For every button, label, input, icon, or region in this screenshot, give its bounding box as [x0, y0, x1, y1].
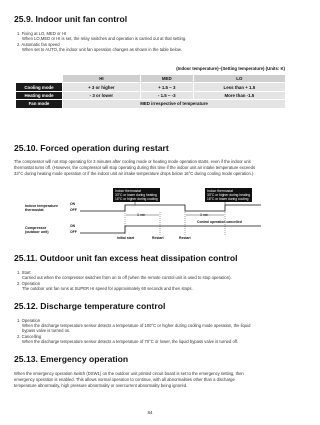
fan-control-item-2-desc: When set to AUTO, the indoor unit fan operation changes as shown in the table below.: [22, 47, 182, 52]
section-title-heat-dissipation: 25.11. Outdoor unit fan excess heat dissipation control: [14, 253, 238, 263]
heat-dissipation-item-2: 2. Operation: [17, 281, 41, 286]
emergency-text-1: When the emergency operation switch (DSW1) on the outdoor unit printed circuit board is set to the emergency setting, then: [14, 371, 244, 376]
table-row: [16, 100, 286, 108]
callout-text: 16°C or lower during cooling: [207, 197, 249, 201]
compressor-on-label: ON: [70, 224, 76, 228]
emergency-text-3: temperature abnormality, high pressure abnormality or overcurrent abnormality being ignored.: [14, 383, 188, 388]
callout-text: 33°C or higher during heating: [207, 193, 251, 197]
section-title-discharge-temp: 25.12. Discharge temperature control: [14, 301, 166, 311]
column-header-med: MED: [140, 75, 193, 83]
label-text: (outdoor unit): [25, 230, 49, 235]
row-header-heating: Heating mode: [16, 91, 63, 99]
row-header-cooling: Cooling mode: [16, 83, 63, 91]
page-number: 84: [147, 410, 153, 415]
heat-dissipation-item-1: 1. Start: [17, 270, 31, 275]
callout-text: 33°C or lower during heating: [115, 193, 157, 197]
table-cell: More than -1.5: [193, 91, 285, 99]
thermostat-waveform: [80, 205, 261, 211]
interval-label-2: 3 min: [200, 212, 209, 217]
table-caption: (Indoor temperature)−(Setting temperature) (Units: K): [176, 66, 285, 71]
callout-text: 16°C or higher during cooling: [115, 197, 158, 201]
restart-label-1: Restart: [152, 236, 164, 240]
fan-control-item-1-desc: When LO,MED or HI is set, the relay switches and operation is carried out at that setting.: [22, 36, 187, 41]
table-cell: + 3 or higher: [63, 83, 141, 91]
table-row: [16, 83, 286, 91]
interval-label-1: 3 min: [137, 212, 146, 217]
discharge-item-1: 1. Operation: [17, 318, 41, 323]
indoor-on-label: ON: [70, 202, 76, 206]
fan-control-item-1: 1. Fixing at LO, MED or HI: [17, 31, 67, 36]
label-text: Compressor: [25, 226, 47, 230]
column-header-hi: HI: [63, 75, 141, 83]
discharge-item-1-desc-b: bypass valve is turned on.: [22, 328, 71, 333]
section-title-forced-operation: 25.10. Forced operation during restart: [14, 143, 169, 153]
section-title-fan-control: 25.9. Indoor unit fan control: [14, 14, 128, 24]
discharge-item-2-desc: When the discharge temperature sensor detects a temperature of 70°C or lower, the liquid bypass valve is turned off.: [22, 339, 239, 344]
table-header-row: [16, 75, 286, 83]
table-cell: + 1.5 ~ 3: [140, 83, 193, 91]
fan-speed-table: [15, 74, 286, 109]
label-text: Indoor temperature: [25, 204, 58, 208]
discharge-item-1-desc-a: When the discharge temperature sensor detects a temperature of 100°C or higher during cooling mode operation, the liquid: [22, 323, 251, 328]
table-row: [16, 91, 286, 99]
column-header-lo: LO: [193, 75, 285, 83]
table-cell: - 3 or lower: [63, 91, 141, 99]
forced-operation-text-2: thermostat turns off. (However, the compressor will stop operating during this time if the indoor unit air intake temperature exceeds: [14, 165, 256, 170]
fan-control-item-2: 2. Automatic fan speed: [17, 42, 60, 47]
compressor-off-label: OFF: [70, 230, 77, 234]
callout-text: Indoor thermostat: [115, 189, 141, 193]
table-cell: - 1.5 ~ -3: [140, 91, 193, 99]
table-corner: [16, 75, 63, 83]
forced-operation-text-1: The compressor will not stop operating for 3 minutes after cooling mode or heating mode operation starts, even if the indoor unit: [14, 159, 251, 164]
initial-start-label: Initial start: [117, 236, 135, 240]
label-text: thermostat: [25, 208, 44, 213]
heat-dissipation-item-1-desc: Carried out when the compressor switches from on to off (when the remote control unit is used to stop operation).: [22, 275, 232, 280]
discharge-item-2: 2. Cancelling: [17, 334, 42, 339]
restart-timing-diagram: [25, 188, 265, 241]
row-header-fan: Fan mode: [16, 100, 63, 108]
section-title-emergency: 25.13. Emergency operation: [14, 354, 129, 364]
emergency-text-2: emergency operation is enabled. This allows normal operation to continue, with all abnormalities other than a discharge: [14, 377, 235, 382]
forced-operation-text-3: 33°C during heating mode operation or if the indoor unit air intake temperature drops below 16°C during cooling mode operation.): [14, 171, 254, 176]
callout-text: Indoor thermostat: [207, 189, 233, 193]
compressor-waveform: [80, 226, 261, 233]
table-cell: Less than + 1.5: [193, 83, 285, 91]
restart-label-2: Restart: [179, 236, 191, 240]
table-cell-fan-mode: MED irrespective of temperature: [63, 100, 286, 108]
indoor-off-label: OFF: [70, 208, 77, 212]
heat-dissipation-item-2-desc: The outdoor unit fan runs at SUPER HI speed for approximately 60 seconds and then stops.: [22, 286, 193, 291]
control-cancelled-label: Control operation cancelled: [197, 220, 242, 224]
